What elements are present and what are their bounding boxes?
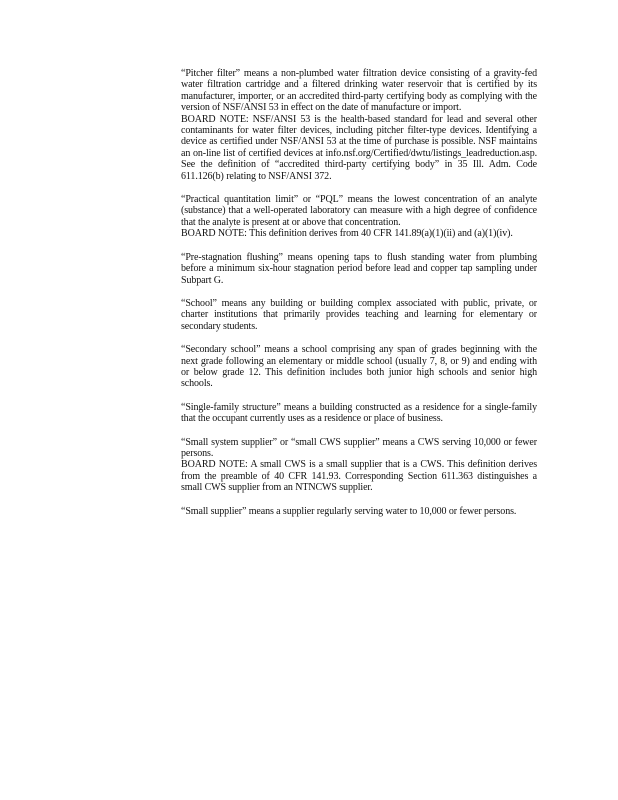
definition-text: “Secondary school” means a school comprising any span of grades beginning with the next grade following an elementary or middle school (usually 7, 8, or 9) and ending with or below grade 12. This definition includes both junior high schools and senior high schools. <box>181 344 537 390</box>
definition-text: “School” means any building or building complex associated with public, private, or charter institutions that primarily provides teaching and learning for elementary or secondary students. <box>181 297 537 332</box>
definition-secondary-school <box>181 344 537 390</box>
definition-small-system-supplier <box>181 437 537 494</box>
definition-pitcher-filter <box>181 68 537 182</box>
definition-practical-quantitation-limit <box>181 194 537 240</box>
definition-small-supplier <box>181 506 537 517</box>
definition-text: “Single-family structure” means a building constructed as a residence for a single-family that the occupant currently uses as a residence or place of business. <box>181 401 537 425</box>
definitions-body <box>181 68 537 529</box>
definition-text: “Small system supplier” or “small CWS supplier” means a CWS serving 10,000 or fewer persons. <box>181 436 537 459</box>
board-note: BOARD NOTE: This definition derives from 40 CFR 141.89(a)(1)(ii) and (a)(1)(iv). <box>181 228 513 240</box>
definition-text: “Small supplier” means a supplier regularly serving water to 10,000 or fewer persons. <box>181 505 517 517</box>
board-note: BOARD NOTE: NSF/ANSI 53 is the health-based standard for lead and several other contaminants for water filter devices, including pitcher filter-type devices. Identifying a device as certified under NSF/ANSI 53 at the time of purchase is possible. NSF maintains an on-line list of certified devices at info.nsf.org/Certified/dwtu/listings_leadreduction.asp. See the definition of “accredited third-party certifying body” in 35 Ill. Adm. Code 611.126(b) relating to NSF/ANSI 372. <box>181 113 537 182</box>
definition-school <box>181 298 537 332</box>
board-note: BOARD NOTE: A small CWS is a small supplier that is a CWS. This definition derives from the preamble of 40 CFR 141.93. Corresponding Section 611.363 distinguishes a small CWS supplier from an NTNCWS supplier. <box>181 459 537 494</box>
definition-text: “Practical quantitation limit” or “PQL” means the lowest concentration of an analyte (substance) that a well-operated laboratory can measure with a high degree of confidence that the analyte is present at or above that concentration. <box>181 194 537 228</box>
definition-text: “Pitcher filter” means a non-plumbed water filtration device consisting of a gravity-fed water filtration cartridge and a filtered drinking water reservoir that is certified by its manufacturer, importer, or an accredited third-party certifying body as complying with the version of NSF/ANSI 53 in effect on the date of manufacture or import. <box>181 68 537 114</box>
definition-text: “Pre-stagnation flushing” means opening taps to flush standing water from plumbing before a minimum six-hour stagnation period before lead and copper tap sampling under Subpart G. <box>181 251 537 286</box>
definition-pre-stagnation-flushing <box>181 252 537 286</box>
definition-single-family-structure <box>181 402 537 425</box>
